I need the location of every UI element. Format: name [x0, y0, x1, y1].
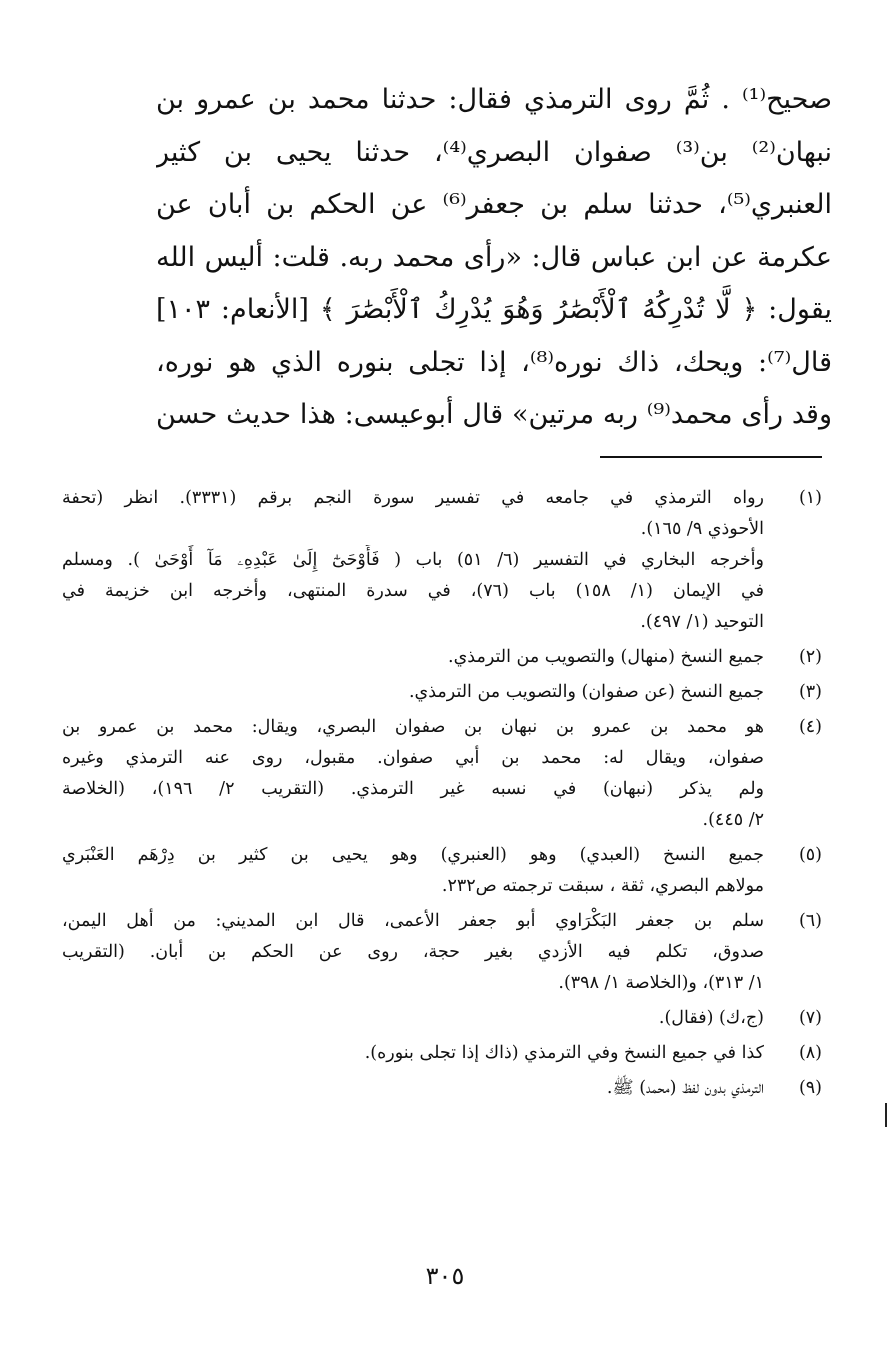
footnote-number: (٢): [798, 647, 822, 667]
footnote-8: [62, 1038, 822, 1069]
footnote-line: صفوان، ويقال له: محمد بن أبي صفوان. مقبول، روى عنه الترمذي وغيره: [62, 748, 764, 768]
footnote-7: [62, 1003, 822, 1034]
main-text-line: وقد رأى محمد⁽⁹⁾ ربه مرتين» قال أبوعيسى: هذا حديث حسن: [156, 399, 832, 430]
main-text-line: العنبري⁽⁵⁾، حدثنا سلم بن جعفر⁽⁶⁾ عن الحكم بن أبان عن: [156, 189, 832, 220]
footnote-number: (٩): [798, 1078, 822, 1098]
footnote-line: مولاهم البصري، ثقة ، سبقت ترجمته ص٢٣٢.: [441, 876, 764, 896]
footnote-line: صدوق، تكلم فيه الأزدي بغير حجة، روى عن الحكم بن أبان. (التقريب: [62, 942, 764, 962]
footnote-body: [62, 1003, 764, 1034]
footnote-number: (٨): [798, 1043, 822, 1063]
footnote-body: [62, 483, 764, 638]
footnote-line: ٢/ ٤٤٥).: [702, 810, 764, 830]
footnote-number: (٣): [798, 682, 822, 702]
footnote-body: [62, 906, 764, 999]
margin-mark: [885, 1103, 887, 1127]
footnote-line: وأخرجه البخاري في التفسير (٦/ ٥١) باب ( فَأَوْحَىٰٓ إِلَىٰ عَبْدِهِۦ مَآ أَوْحَىٰ ). ومسلم: [62, 550, 764, 570]
footnote-line: الترمذي بدون لفظ (محمد) ﷺ.: [606, 1078, 764, 1098]
footnote-line: جميع النسخ (عن صفوان) والتصويب من الترمذي.: [408, 682, 764, 702]
footnote-body: [62, 1073, 764, 1104]
footnote-body: [62, 677, 764, 708]
main-text-line: صحيح⁽¹⁾ . ثُمَّ روى الترمذي فقال: حدثنا محمد بن عمرو بن: [156, 84, 832, 115]
footnote-number: (٧): [798, 1008, 822, 1028]
footnote-body: [62, 1038, 764, 1069]
main-text-line: عكرمة عن ابن عباس قال: «رأى محمد ربه. قلت: أليس الله: [156, 241, 832, 273]
footnote-line: جميع النسخ (العبدي) وهو (العنبري) وهو يحيى بن كثير بن دِرْهَم العَنْبَري: [62, 845, 764, 865]
footnote-1: [62, 483, 822, 638]
footnote-line: كذا في جميع النسخ وفي الترمذي (ذاك إذا تجلى بنوره).: [364, 1043, 764, 1063]
footnote-2: [62, 642, 822, 673]
footnote-line: (ج،ك) (فقال).: [658, 1008, 764, 1028]
footnote-divider: [600, 456, 822, 458]
page-number: ٣٠٥: [425, 1262, 465, 1290]
footnote-line: الأحوذي ٩/ ١٦٥).: [640, 519, 764, 539]
footnote-4: [62, 712, 822, 836]
footnotes-section: [62, 483, 822, 1108]
footnote-line: ولم يذكر (نبهان) في نسبه غير الترمذي. (التقريب ٢/ ١٩٦)، (الخلاصة: [62, 779, 764, 799]
footnote-line: سلم بن جعفر البَكْرَاوي أبو جعفر الأعمى، قال ابن المديني: من أهل اليمن،: [62, 911, 764, 931]
footnote-line: جميع النسخ (منهال) والتصويب من الترمذي.: [448, 647, 764, 667]
footnote-line: رواه الترمذي في جامعه في تفسير سورة النجم برقم (٣٣٣١). انظر (تحفة: [62, 488, 764, 508]
footnote-body: [62, 712, 764, 836]
footnote-5: [62, 840, 822, 902]
footnote-body: [62, 642, 764, 673]
footnote-number: (٦): [798, 911, 822, 931]
footnote-line: في الإيمان (١/ ١٥٨) باب (٧٦)، في سدرة المنتهى، وأخرجه ابن خزيمة في: [62, 581, 764, 601]
footnote-body: [62, 840, 764, 902]
footnote-number: (٤): [798, 717, 822, 737]
footnote-6: [62, 906, 822, 999]
footnote-line: ١/ ٣١٣)، و(الخلاصة ١/ ٣٩٨).: [558, 973, 764, 993]
footnote-number: (٥): [798, 845, 822, 865]
footnote-line: هو محمد بن عمرو بن نبهان بن صفوان البصري، ويقال: محمد بن عمرو بن: [62, 717, 764, 737]
main-text-line: نبهان⁽²⁾ بن⁽³⁾ صفوان البصري⁽⁴⁾، حدثنا يحيى بن كثير: [156, 136, 832, 168]
main-text-line: يقول: ﴿ لَّا تُدْرِكُهُ ٱلْأَبْصَٰرُ وَهُوَ يُدْرِكُ ٱلْأَبْصَٰرَ ﴾ [الأنعام: ١٠٣]: [156, 294, 832, 325]
footnote-number: (١): [798, 488, 822, 508]
main-text-block: [156, 74, 832, 442]
footnote-3: [62, 677, 822, 708]
footnote-line: التوحيد (١/ ٤٩٧).: [640, 612, 764, 632]
footnote-9: [62, 1073, 822, 1104]
main-text-line: قال⁽⁷⁾: ويحك، ذاك نوره⁽⁸⁾، إذا تجلى بنوره الذي هو نوره،: [156, 346, 832, 378]
